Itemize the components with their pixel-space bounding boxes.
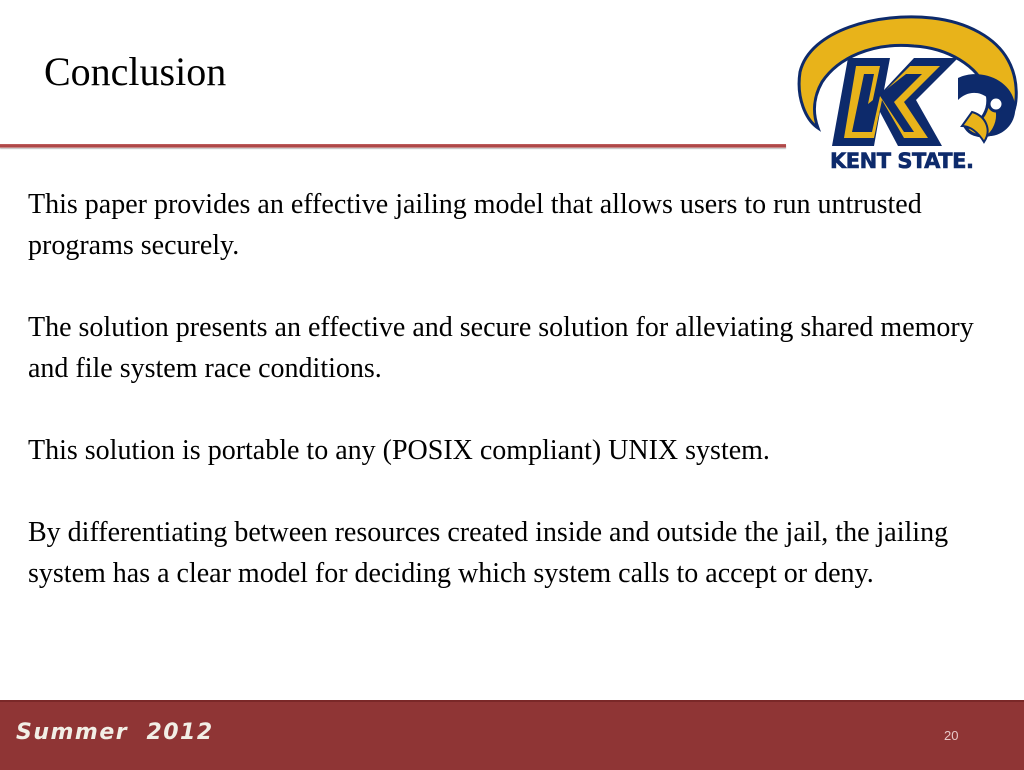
slide-number: 20 — [944, 728, 959, 743]
kent-state-logo — [782, 8, 1024, 176]
paragraph-portability: This solution is portable to any (POSIX compliant) UNIX system. — [28, 435, 770, 466]
logo-wordmark: KENT STATE. — [830, 149, 974, 173]
paragraph-jailing-model: This paper provides an effective jailing model that allows users to run untrusted programs securely. — [28, 189, 922, 261]
slide-title: Conclusion — [44, 49, 227, 94]
title-divider — [0, 144, 786, 148]
footer-date-text: Summer 2012 — [16, 720, 214, 745]
paragraph-resource-model: By differentiating between resources created inside and outside the jail, the jailing system has a clear model for deciding which system calls to accept or deny. — [28, 517, 949, 589]
paragraph-race-conditions: The solution presents an effective and secure solution for alleviating shared memory and file system race conditions. — [28, 312, 974, 384]
slide-footer — [0, 700, 1024, 770]
slide-body — [28, 184, 1013, 635]
